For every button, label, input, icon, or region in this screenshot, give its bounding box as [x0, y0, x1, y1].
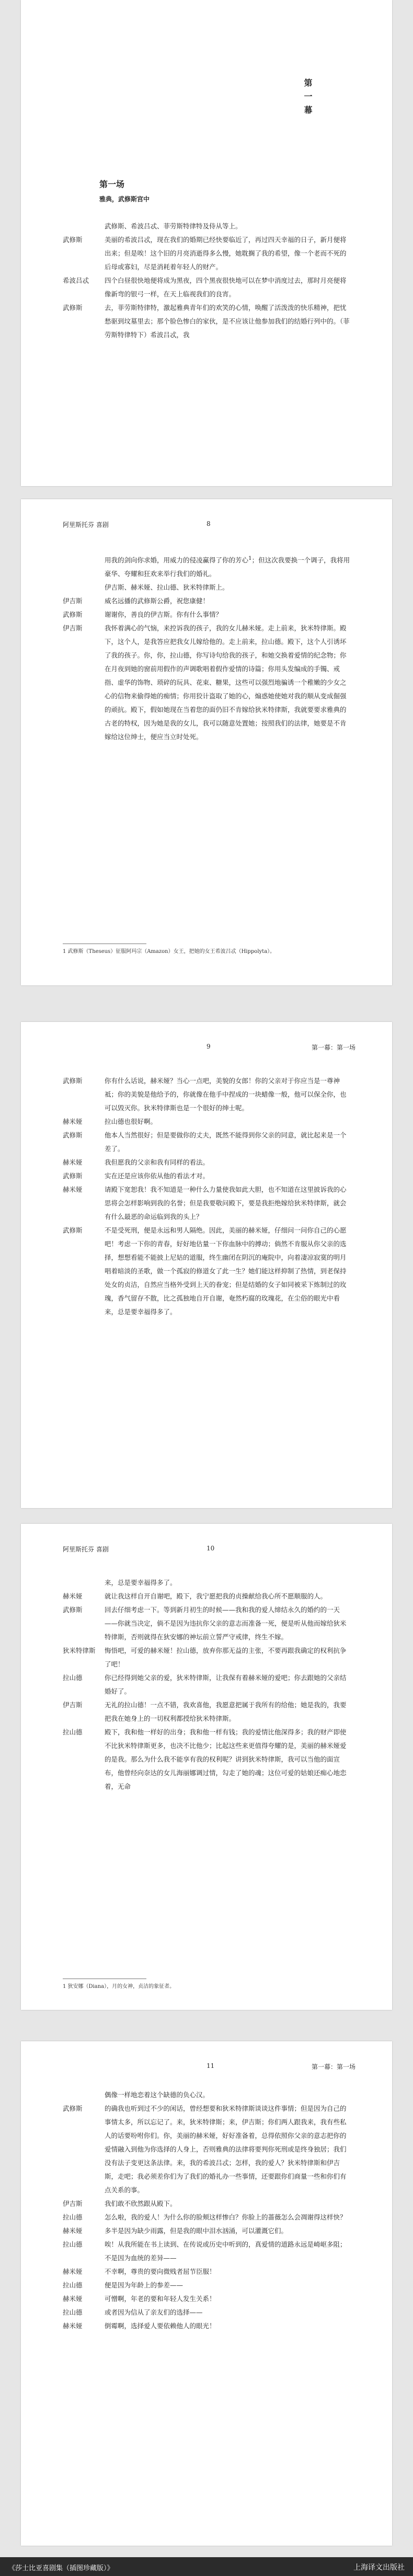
line-text: 谢谢你，善良的伊吉斯。你有什么事情？	[105, 611, 223, 619]
page-body	[63, 220, 350, 342]
speaker: 伊吉斯	[63, 624, 83, 632]
stage-direction: 伊吉斯、赫米娅、拉山德、狄米特律斯上。	[105, 583, 229, 592]
speaker: 赫米娅	[63, 1592, 83, 1600]
dialogue-line	[63, 1603, 350, 1644]
line-text: 我们敢不欣然跟从殿下。	[105, 2200, 177, 2207]
running-header: 阿里斯托芬 喜剧	[63, 1546, 109, 1553]
speaker: 赫米娅	[63, 2227, 83, 2235]
page-number: 11	[206, 2062, 215, 2069]
speaker: 武修斯	[63, 1077, 83, 1085]
speaker: 拉山德	[63, 2240, 83, 2248]
speaker: 拉山德	[63, 2213, 83, 2221]
dialogue-line	[63, 1590, 350, 1603]
book-title: 《莎士比亚喜剧集（插图珍藏版）》	[8, 2564, 114, 2572]
line-text: 我怀着满心的气恼，来控诉我的孩子，我的女儿赫米娅。走上前来，狄米特律斯。殿下，这个人，是我答应把我女儿嫁给他的。走上前来，拉山德。殿下，这个人引诱坏了我的孩子。你，你，拉山德，你写诗句给我的孩子，和她交换着爱情的纪念物；你在月夜到她的窗前用假作的声调歌唱着假作爱情的诗篇；你用头发编成的手镯、戒指、虚华的饰物、琐碎的玩具、花束、糖果，这些可以强烈地骗诱一个稚嫩的少女之心的信物来偷得她的痴情；你用狡计盗取了她的心，煽惑她使她对我的顺从变成倔强的顽抗。殿下，假如她现在当着您的面仍旧不肯嫁给狄米特律斯，我就要要求雅典的古老的特权，因为她是我的女儿，我可以随意处置她；按照我们的法律，她要是不肯嫁给这位绅士，便应当立时处死。	[105, 624, 347, 741]
publisher-logo: 上海译文出版社	[353, 2563, 405, 2572]
speaker: 武修斯	[63, 1606, 83, 1614]
speaker: 武修斯	[63, 611, 83, 619]
line-text: 殿下，我和他一样好的出身；我和他一样有钱；我的爱情比他深得多；我的财产即使不比狄米特律斯更多，也决不比他少；比起这些来更值得夸耀的是，美丽的赫米娅爱的是我。那么为什么我不能享有我的权利呢？讲到狄米特律斯，我可以当他的面宣布，他曾经向奈达的女儿海丽娜调过情，勾走了她的魂；这位可爱的姑娘还痴心地恋着，无命	[105, 1728, 347, 1790]
page-body	[63, 551, 350, 744]
dialogue-line	[63, 1129, 350, 1156]
line-text: 便是因为年龄上的参差——	[105, 2281, 183, 2289]
line-text: 的确我也听到过不少的闲话，曾经想要和狄米特律斯谈谈这件事情；但是因为自己的事情太多，所以忘记了。来，狄米特律斯；来，伊吉斯；你们两人跟我来，我有些私人的话要吩咐你们。你，美丽的赫米娅，好好准备着，总得依照你父亲的意志把你的爱情融入到他为你选择的人身上，否则雅典的法律将要判你死刑或是终身独居；我们没有法子变更这条法律。来，我的希波吕忒；怎样，我的爱人？狄米特律斯和伊吉斯，走吧；我必须差你们为了我们的婚礼办一些事情，还要跟你们商量一些和你们有点关系的事。	[105, 2104, 347, 2194]
page-body	[63, 1074, 350, 1319]
page-number: 8	[206, 520, 211, 527]
speaker: 武修斯	[63, 1131, 83, 1139]
book-page-4	[21, 1524, 392, 2010]
speaker: 拉山德	[63, 1728, 83, 1736]
speaker: 武修斯	[63, 1172, 83, 1180]
speaker: 武修斯	[63, 236, 83, 244]
dialogue-line	[63, 594, 350, 608]
speaker: 拉山德	[63, 1674, 83, 1682]
line-text: 请殿下宽恕我！我不知道是一种什么力量使我如此大胆，也不知道在这里披诉我的心思将会怎样影响到我的名誉；但是我要敬问殿下，要是我拒绝嫁给狄米特律斯，就会有什么最恶的命运临到我的头上？	[105, 1186, 347, 1221]
scene-title: 第一场	[99, 179, 125, 189]
line-text: 唉！从我所能在书上读到、在传说或历史中听到的，真爱情的道路永远是崎岖多阻；不是因为血统的差异——	[105, 2240, 347, 2262]
page-number: 9	[206, 1043, 211, 1050]
speaker: 伊吉斯	[63, 597, 83, 605]
speaker: 赫米娅	[63, 2295, 83, 2303]
line-text: 多半是因为缺少雨露，但是我的眼中泪水汹涌，可以灌溉它们。	[105, 2227, 288, 2235]
dialogue-line	[63, 1074, 350, 1115]
line-text: 我但愿我的父亲和我有同样的看法。	[105, 1158, 210, 1166]
speaker: 武修斯	[63, 2104, 83, 2112]
dialogue-line	[63, 1224, 350, 1319]
line-text: 他本人当然很好；但是要做你的丈夫，既然不能得到你父亲的同意，就比起来是一个差了。	[105, 1131, 347, 1153]
dialogue-line	[63, 274, 350, 301]
speaker: 狄米特律斯	[63, 1647, 96, 1654]
dialogue-line	[63, 2265, 350, 2279]
line-text: 倒霉啊，选择爱人要依赖他人的眼光！	[105, 2322, 216, 2330]
running-header: 第一幕：第一场	[311, 2063, 355, 2071]
dialogue-line	[63, 2292, 350, 2306]
dialogue-line	[63, 2319, 350, 2333]
line-text: 你已经得到她父亲的爱，狄米特律斯，让我保有着赫米娅的爱吧；你去跟她的父亲结婚好了。	[105, 1674, 347, 1695]
speaker: 赫米娅	[63, 1118, 83, 1125]
stage-direction: 武修斯、希波吕忒、菲劳斯特律特及侍从等上。	[105, 222, 242, 230]
speaker: 希波吕忒	[63, 277, 89, 284]
scene-subtitle: 雅典，武修斯宫中	[99, 196, 150, 203]
paragraph: 来，总是要幸福得多了。	[105, 1579, 177, 1586]
line-text: 拉山德也很好啊。	[105, 1118, 157, 1125]
line-text: 可憎啊，年老的要和年轻人发生关系！	[105, 2295, 216, 2303]
line-text: 不是受死刑，便是永远和男人隔绝。因此，美丽的赫米娅，仔细问一问你自己的心愿吧！考虑一下你的青春，好好地估量一下你血脉中的搏动；倘然不肯服从你父亲的选择，想想看能不能披上尼姑的道服，终生幽闭在阴沉的庵院中，向着凄凉寂寞的明月唱着暗淡的圣歌，做一个孤寂的修道女了此一生？她们能这样抑制了热情，到老保持处女的贞洁，自然应当格外受到上天的眷宠；但是结婚的女子如同被采下炼制过的玫瑰，香气留存不散，比之孤独地自开自谢，奄然朽腐的玫瑰花，在尘俗的眼光中看来，总是要幸福得多了。	[105, 1226, 347, 1316]
dialogue-line	[63, 1644, 350, 1671]
line-text: 你有什么话说，赫米娅？当心一点吧，美貌的女郎！你的父亲对于你应当是一尊神祗；你的美貌是他给予的，你就像在他手中捏成的一块蜡像一般，他可以保全你，也可以毁灭你。狄米特律斯也是一个很好的绅士呢。	[105, 1077, 347, 1112]
page-number: 10	[206, 1545, 215, 1552]
line-text: 怎么啦，我的爱人！为什么你的脸颊这样惨白？你脸上的蔷薇怎么会凋谢得这样快？	[105, 2213, 347, 2221]
line-text: 威名远播的武修斯公爵，祝您康健！	[105, 597, 210, 605]
speaker: 赫米娅	[63, 2322, 83, 2330]
dialogue-line	[63, 2279, 350, 2292]
dialogue-line	[63, 2238, 350, 2265]
book-page-3	[21, 1022, 392, 1508]
dialogue-line	[63, 2197, 350, 2211]
page-body	[63, 1576, 350, 1793]
line-text: 或者因为信从了亲友们的选择——	[105, 2308, 203, 2316]
footnote: 1 武修斯（Theseus）征服阿玛宗（Amazon）女王，把她的女王希波吕忒（Hippolyta）。	[63, 949, 276, 954]
dialogue-line	[63, 2102, 350, 2197]
dialogue-line	[63, 1671, 350, 1698]
speaker: 赫米娅	[63, 2268, 83, 2275]
line-text: 实在还是应该你依从他的看法才对。	[105, 1172, 210, 1180]
paragraph: 用我的剑向你求婚，用威力的侵凌赢得了你的芳心$^1$；但这次我要换一个调子，我将用豪华、夸耀和狂欢来举行我们的婚礼。	[105, 555, 350, 578]
dialogue-line	[63, 2306, 350, 2319]
dialogue-line	[63, 622, 350, 744]
dialogue-line	[63, 1156, 350, 1169]
dialogue-line	[63, 1183, 350, 1224]
line-text: 就让我这样自开自谢吧，殿下，我宁愿把我的贞操献给我心所不愿顺服的人。	[105, 1592, 327, 1600]
dialogue-line	[63, 2224, 350, 2238]
dialogue-line	[63, 1698, 350, 1726]
line-text: 无礼的拉山德！一点不错，我欢喜他，我愿意把属于我所有的给他；她是我的，我要把我在她身上的一切权利都授给狄米特律斯。	[105, 1701, 347, 1722]
running-header: 第一幕：第一场	[311, 1044, 355, 1051]
speaker: 伊吉斯	[63, 2200, 83, 2207]
act-title: 第一幕	[303, 78, 313, 119]
speaker: 武修斯	[63, 304, 83, 312]
dialogue-line	[63, 608, 350, 622]
line-text: 去，菲劳斯特律特，激起雅典青年们的欢笑的心情，唤醒了活泼泼的快乐精神，把忧愁驱到坟墓里去；那个脸色惨白的家伙，是不应该让他参加我们的结婚行列中的。（菲劳斯特律特下）希波吕忒，我	[105, 304, 350, 339]
footnote: 1 狄安娜（Diana），月的女神，贞洁的象征者。	[63, 1984, 175, 1990]
line-text: 四个白昼很快地便将成为黑夜，四个黑夜很快地可以在梦中消度过去，那时月亮便将像新弯的银弓一样，在天上临视我们的良宵。	[105, 277, 347, 298]
dialogue-line	[63, 1726, 350, 1793]
book-page-2	[21, 499, 392, 985]
speaker: 拉山德	[63, 2281, 83, 2289]
speaker: 武修斯	[63, 1226, 83, 1234]
dialogue-line	[63, 233, 350, 274]
dialogue-line	[63, 301, 350, 342]
speaker: 伊吉斯	[63, 1701, 83, 1709]
line-text: 美丽的希波吕忒，现在我们的婚期已经快要临近了，再过四天幸福的日子，新月便将出来；但是唉！这个旧的月亮消逝得多么慢，她耽搁了我的希望，像一个老而不死的后母或寡妇，尽是消耗着年轻人的财产。	[105, 236, 347, 271]
speaker: 拉山德	[63, 2308, 83, 2316]
page-body	[63, 2088, 350, 2333]
paragraph: 偶像一样地恋着这个缺德的负心汉。	[105, 2091, 210, 2099]
line-text: 不幸啊，尊贵的要向微贱者屈节臣服！	[105, 2268, 216, 2275]
dialogue-line	[63, 1115, 350, 1129]
line-text: 悔悟吧，可爱的赫米娅！拉山德，放弃你那无益的主张，不要再跟我确定的权利抗争了吧！	[105, 1647, 347, 1668]
bottom-bar	[0, 2557, 413, 2576]
book-page-1	[21, 0, 392, 486]
speaker: 赫米娅	[63, 1158, 83, 1166]
line-text: 回去仔细考虑一下。等到新月初生的时候——我和我的爱人缔结永久的婚约的一天——你就当决定，倘不是因为违抗你父亲的意志而准备一死，便是听从他而嫁给狄米特律斯，否则就得在狄安娜的神坛前立誓严守戒律，终生不嫁。	[105, 1606, 347, 1641]
book-page-5	[21, 2041, 392, 2546]
dialogue-line	[63, 1169, 350, 1183]
running-header: 阿里斯托芬 喜剧	[63, 521, 109, 528]
dialogue-line	[63, 2211, 350, 2224]
speaker: 赫米娅	[63, 1186, 83, 1193]
